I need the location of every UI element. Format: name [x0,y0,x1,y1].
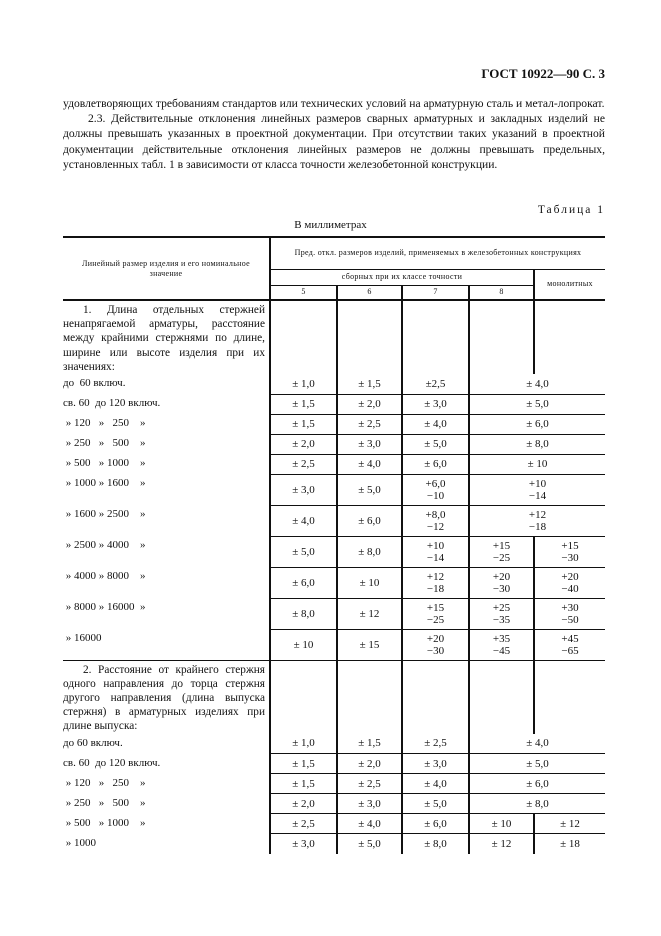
value-cell: ± 6,0 [270,567,337,598]
empty-cell [337,300,402,374]
value-cell: ± 2,0 [270,434,337,454]
row-label: » 120 » 250 » [63,417,146,430]
value-cell: ± 2,0 [270,794,337,814]
table-row [63,536,605,567]
value-cell: ± 5,0 [337,834,402,854]
row-label: » 500 » 1000 » [63,457,146,470]
value-cell: ± 6,0 [402,454,469,474]
header-class: 7 [402,285,469,300]
value-cell: ± 4,0 [402,414,469,434]
value-cell: ± 18 [534,834,605,854]
value-cell: ± 1,5 [270,774,337,794]
row-label: до 60 включ. [63,377,126,390]
table-row [63,567,605,598]
value-cell: ± 2,5 [402,734,469,754]
table-row [63,774,605,794]
value-cell: ± 2,5 [337,774,402,794]
value-cell: +45 −65 [534,629,605,660]
row-label: » 120 » 250 » [63,776,146,789]
value-cell: ± 10 [337,567,402,598]
row-label: » 250 » 500 » [63,796,146,809]
value-cell-merged: ± 6,0 [469,774,605,794]
table-row [63,794,605,814]
value-cell: +12 −18 [402,567,469,598]
empty-cell [534,660,605,734]
value-cell-merged: ± 8,0 [469,434,605,454]
group-row [63,660,605,734]
value-cell: ± 12 [337,598,402,629]
value-cell: ± 1,5 [337,734,402,754]
value-cell: ± 1,5 [270,394,337,414]
value-cell: +15 −30 [534,536,605,567]
table-number: Таблица 1 [537,204,605,216]
value-cell-merged: +12 −18 [469,505,605,536]
row-label: » 16000 [63,632,102,645]
value-cell: ± 4,0 [337,814,402,834]
table-row [63,394,605,414]
value-cell: ± 3,0 [337,434,402,454]
value-cell: ± 2,5 [270,814,337,834]
value-cell: +20 −30 [469,567,534,598]
value-cell: +30 −50 [534,598,605,629]
table-row [63,754,605,774]
table-row [63,414,605,434]
row-label: » 1000 [63,836,96,849]
value-cell: ± 12 [469,834,534,854]
value-cell: ± 1,5 [270,754,337,774]
value-cell-merged: ± 5,0 [469,394,605,414]
tolerance-table [63,236,605,854]
value-cell: +15 −25 [402,598,469,629]
value-cell: +35 −45 [469,629,534,660]
value-cell: ± 15 [337,629,402,660]
value-cell: ± 10 [270,629,337,660]
value-cell: ± 3,0 [270,474,337,505]
row-label: св. 60 до 120 включ. [63,397,161,410]
value-cell: ± 1,5 [337,374,402,394]
table-row [63,734,605,754]
empty-cell [534,300,605,374]
value-cell: +15 −25 [469,536,534,567]
value-cell: ± 3,0 [337,794,402,814]
value-cell: +25 −35 [469,598,534,629]
table-row [63,834,605,854]
table-row [63,374,605,394]
value-cell-merged: ± 10 [469,454,605,474]
value-cell: ± 8,0 [402,834,469,854]
page-header: ГОСТ 10922—90 С. 3 [481,66,605,81]
body-text [63,96,605,172]
value-cell: ± 5,0 [402,434,469,454]
row-label: св. 60 до 120 включ. [63,756,161,769]
header-class: 5 [270,285,337,300]
empty-cell [402,660,469,734]
value-cell: ± 10 [469,814,534,834]
value-cell: ± 5,0 [337,474,402,505]
value-cell: ±2,5 [402,374,469,394]
value-cell: ± 4,0 [270,505,337,536]
paragraph: удовлетворяющих требованиям стандартов или технических условий на арматурную сталь и метал-лопрокат. [63,97,605,110]
header-left: Линейный размер изделия и его номинальное значение [63,237,270,300]
table-row [63,454,605,474]
value-cell-merged: ± 8,0 [469,794,605,814]
empty-cell [337,660,402,734]
value-cell: ± 3,0 [270,834,337,854]
value-cell: ± 3,0 [402,394,469,414]
header-class: 8 [469,285,534,300]
paragraph: 2.3. Действительные отклонения линейных размеров сварных арматурных и закладных изделий не должны превышать указанных в проектной документации. При отсутствии таких указаний в проектной документации действительные отклонения линейных размеров не должны превышать предельных, установленных табл. 1 в зависимости от класса точности железобетонной конструкции. [63,112,605,171]
value-cell: ± 1,5 [270,414,337,434]
row-label: » 8000 » 16000 » [63,601,146,614]
table-row [63,629,605,660]
value-cell: ± 3,0 [402,754,469,774]
row-label: » 250 » 500 » [63,437,146,450]
group-row [63,300,605,374]
value-cell-merged: +10 −14 [469,474,605,505]
value-cell: ± 5,0 [402,794,469,814]
value-cell: ± 4,0 [402,774,469,794]
row-label: » 2500 » 4000 » [63,539,146,552]
value-cell: +10 −14 [402,536,469,567]
table-units: В миллиметрах [294,219,367,231]
empty-cell [469,300,534,374]
value-cell-merged: ± 4,0 [469,374,605,394]
header-monolithic: монолитных [534,269,605,300]
group-title: 1. Длина отдельных стержней ненапрягаемой арматуры, расстояние между крайними стержнями по длине, ширине или высоте изделия при их значениях: [63,304,265,373]
value-cell-merged: ± 4,0 [469,734,605,754]
table-row [63,814,605,834]
row-label: » 1600 » 2500 » [63,508,146,521]
value-cell: ± 2,0 [337,754,402,774]
table-row [63,434,605,454]
header-class: 6 [337,285,402,300]
value-cell-merged: ± 6,0 [469,414,605,434]
empty-cell [270,660,337,734]
value-cell-merged: ± 5,0 [469,754,605,774]
table-row [63,474,605,505]
value-cell: ± 4,0 [337,454,402,474]
value-cell: +6,0 −10 [402,474,469,505]
row-label: » 500 » 1000 » [63,816,146,829]
value-cell: +20 −40 [534,567,605,598]
empty-cell [469,660,534,734]
value-cell: ± 6,0 [402,814,469,834]
value-cell: ± 6,0 [337,505,402,536]
table-row [63,598,605,629]
row-label: » 1000 » 1600 » [63,477,146,490]
value-cell: ± 2,5 [270,454,337,474]
value-cell: ± 8,0 [337,536,402,567]
value-cell: ± 1,0 [270,374,337,394]
empty-cell [270,300,337,374]
value-cell: ± 8,0 [270,598,337,629]
header-top: Пред. откл. размеров изделий, применяемых в железобетонных конструкциях [270,237,605,269]
value-cell: ± 2,0 [337,394,402,414]
empty-cell [402,300,469,374]
value-cell: ± 12 [534,814,605,834]
row-label: до 60 включ. [63,736,123,749]
group-title: 2. Расстояние от крайнего стержня одного направления до торца стержня другого направления (длина выпуска стержня) в арматурных изделиях при длине выпуска: [63,660,270,734]
value-cell: ± 2,5 [337,414,402,434]
value-cell: ± 5,0 [270,536,337,567]
value-cell: +8,0 −12 [402,505,469,536]
value-cell: +20 −30 [402,629,469,660]
row-label: » 4000 » 8000 » [63,570,146,583]
table-row [63,505,605,536]
value-cell: ± 1,0 [270,734,337,754]
header-precast: сборных при их классе точности [270,269,534,285]
